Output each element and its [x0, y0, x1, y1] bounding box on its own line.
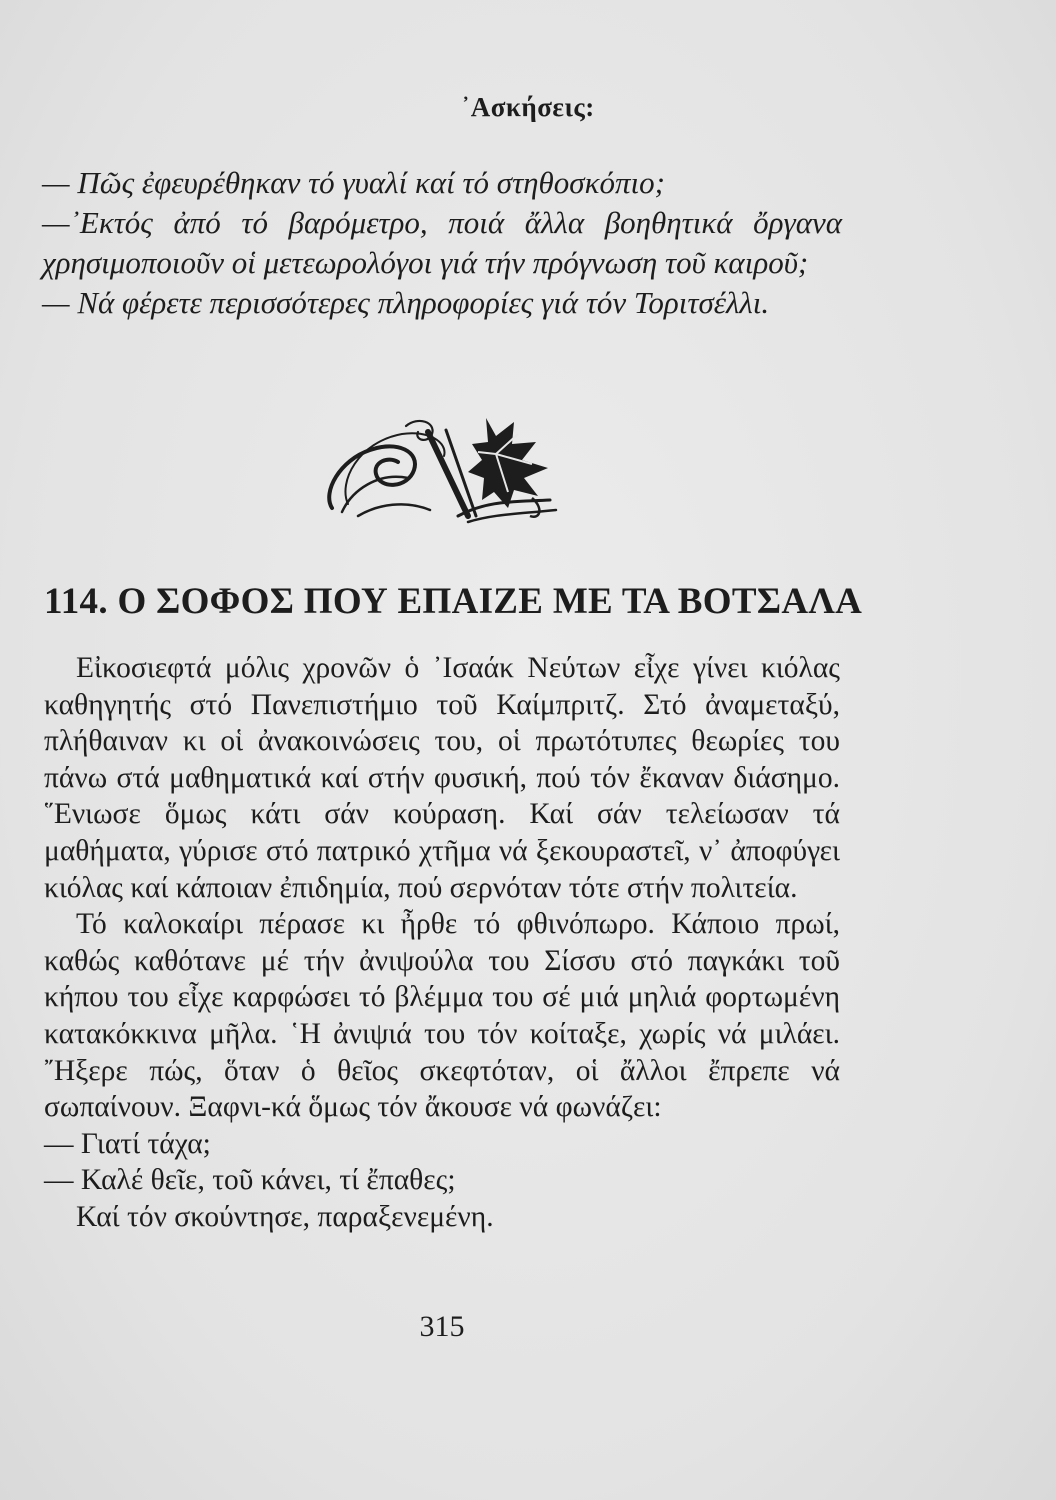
exercises-heading: ᾿Ασκήσεις:	[461, 92, 595, 122]
exercise-item: — Νά φέρετε περισσότερες πληροφορίες γιά τόν Τοριτσέλλι.	[42, 285, 770, 320]
body-paragraph: Τό καλοκαίρι πέρασε κι ἦρθε τό φθινόπωρο. Κάποιο πρωί, καθώς καθότανε μέ τήν ἀνιψούλα του Σίσσυ στό παγκάκι τοῦ κήπου του εἶχε καρφώσει τό βλέμμα του σέ μιά μηλιά φορτωμένη κατακόκκινα μῆλα. ῾Η ἀνιψιά του τόν κοίταξε, χωρίς νά μιλάει. ῎Ηξερε πώς, ὅταν ὁ θεῖος σκεφτόταν, οἱ ἄλλοι ἔπρεπε νά σωπαίνουν. Ξαφνι-κά ὅμως τόν ἄκουσε νά φωνάζει:	[44, 908, 840, 1124]
exercise-item: — Πῶς ἐφευρέθηκαν τό γυαλί καί τό στηθοσκόπιο;	[42, 165, 665, 200]
dialogue-line: — Καλέ θεῖε, τοῦ κάνει, τί ἔπαθες;	[44, 1164, 456, 1197]
exercise-list	[42, 163, 842, 323]
exercise-item: —᾿Εκτός ἀπό τό βαρόμετρο, ποιά ἄλλα βοηθητικά ὄργανα χρησιμοποιοῦν οἱ μετεωρολόγοι γιά τήν πρόγνωση τοῦ καιροῦ;	[42, 205, 842, 280]
dialogue-line: — Γιατί τάχα;	[44, 1127, 211, 1160]
dialogue-line: Καί τόν σκούντησε, παραξενεμένη.	[76, 1200, 494, 1233]
chapter-body	[44, 650, 840, 1236]
vine-leaf-ornament-icon	[318, 412, 578, 532]
body-paragraph: Εἰκοσιεφτά μόλις χρονῶν ὁ ᾿Ισαάκ Νεύτων εἶχε γίνει κιόλας καθηγητής στό Πανεπιστήμιο τοῦ Καίμπριτζ. Στό ἀναμεταξύ, πλήθαιναν κι οἱ ἀνακοινώσεις του, οἱ πρωτότυπες θεωρίες του πάνω στά μαθηματικά καί στήν φυσική, πού τόν ἔκαναν διάσημο. ῞Ενιωσε ὅμως κάτι σάν κούραση. Καί σάν τελείωσαν τά μαθήματα, γύρισε στό πατρικό χτῆμα νά ξεκουραστεῖ, ν᾿ ἀποφύγει κιόλας καί κάποιαν ἐπιδημία, πού σερνόταν τότε στήν πολιτεία.	[44, 652, 840, 904]
page-number: 315	[419, 1310, 465, 1343]
chapter-title: 114. Ο ΣΟΦΟΣ ΠΟΥ ΕΠΑΙΖΕ ΜΕ ΤΑ ΒΟΤΣΑΛΑ	[44, 581, 863, 622]
